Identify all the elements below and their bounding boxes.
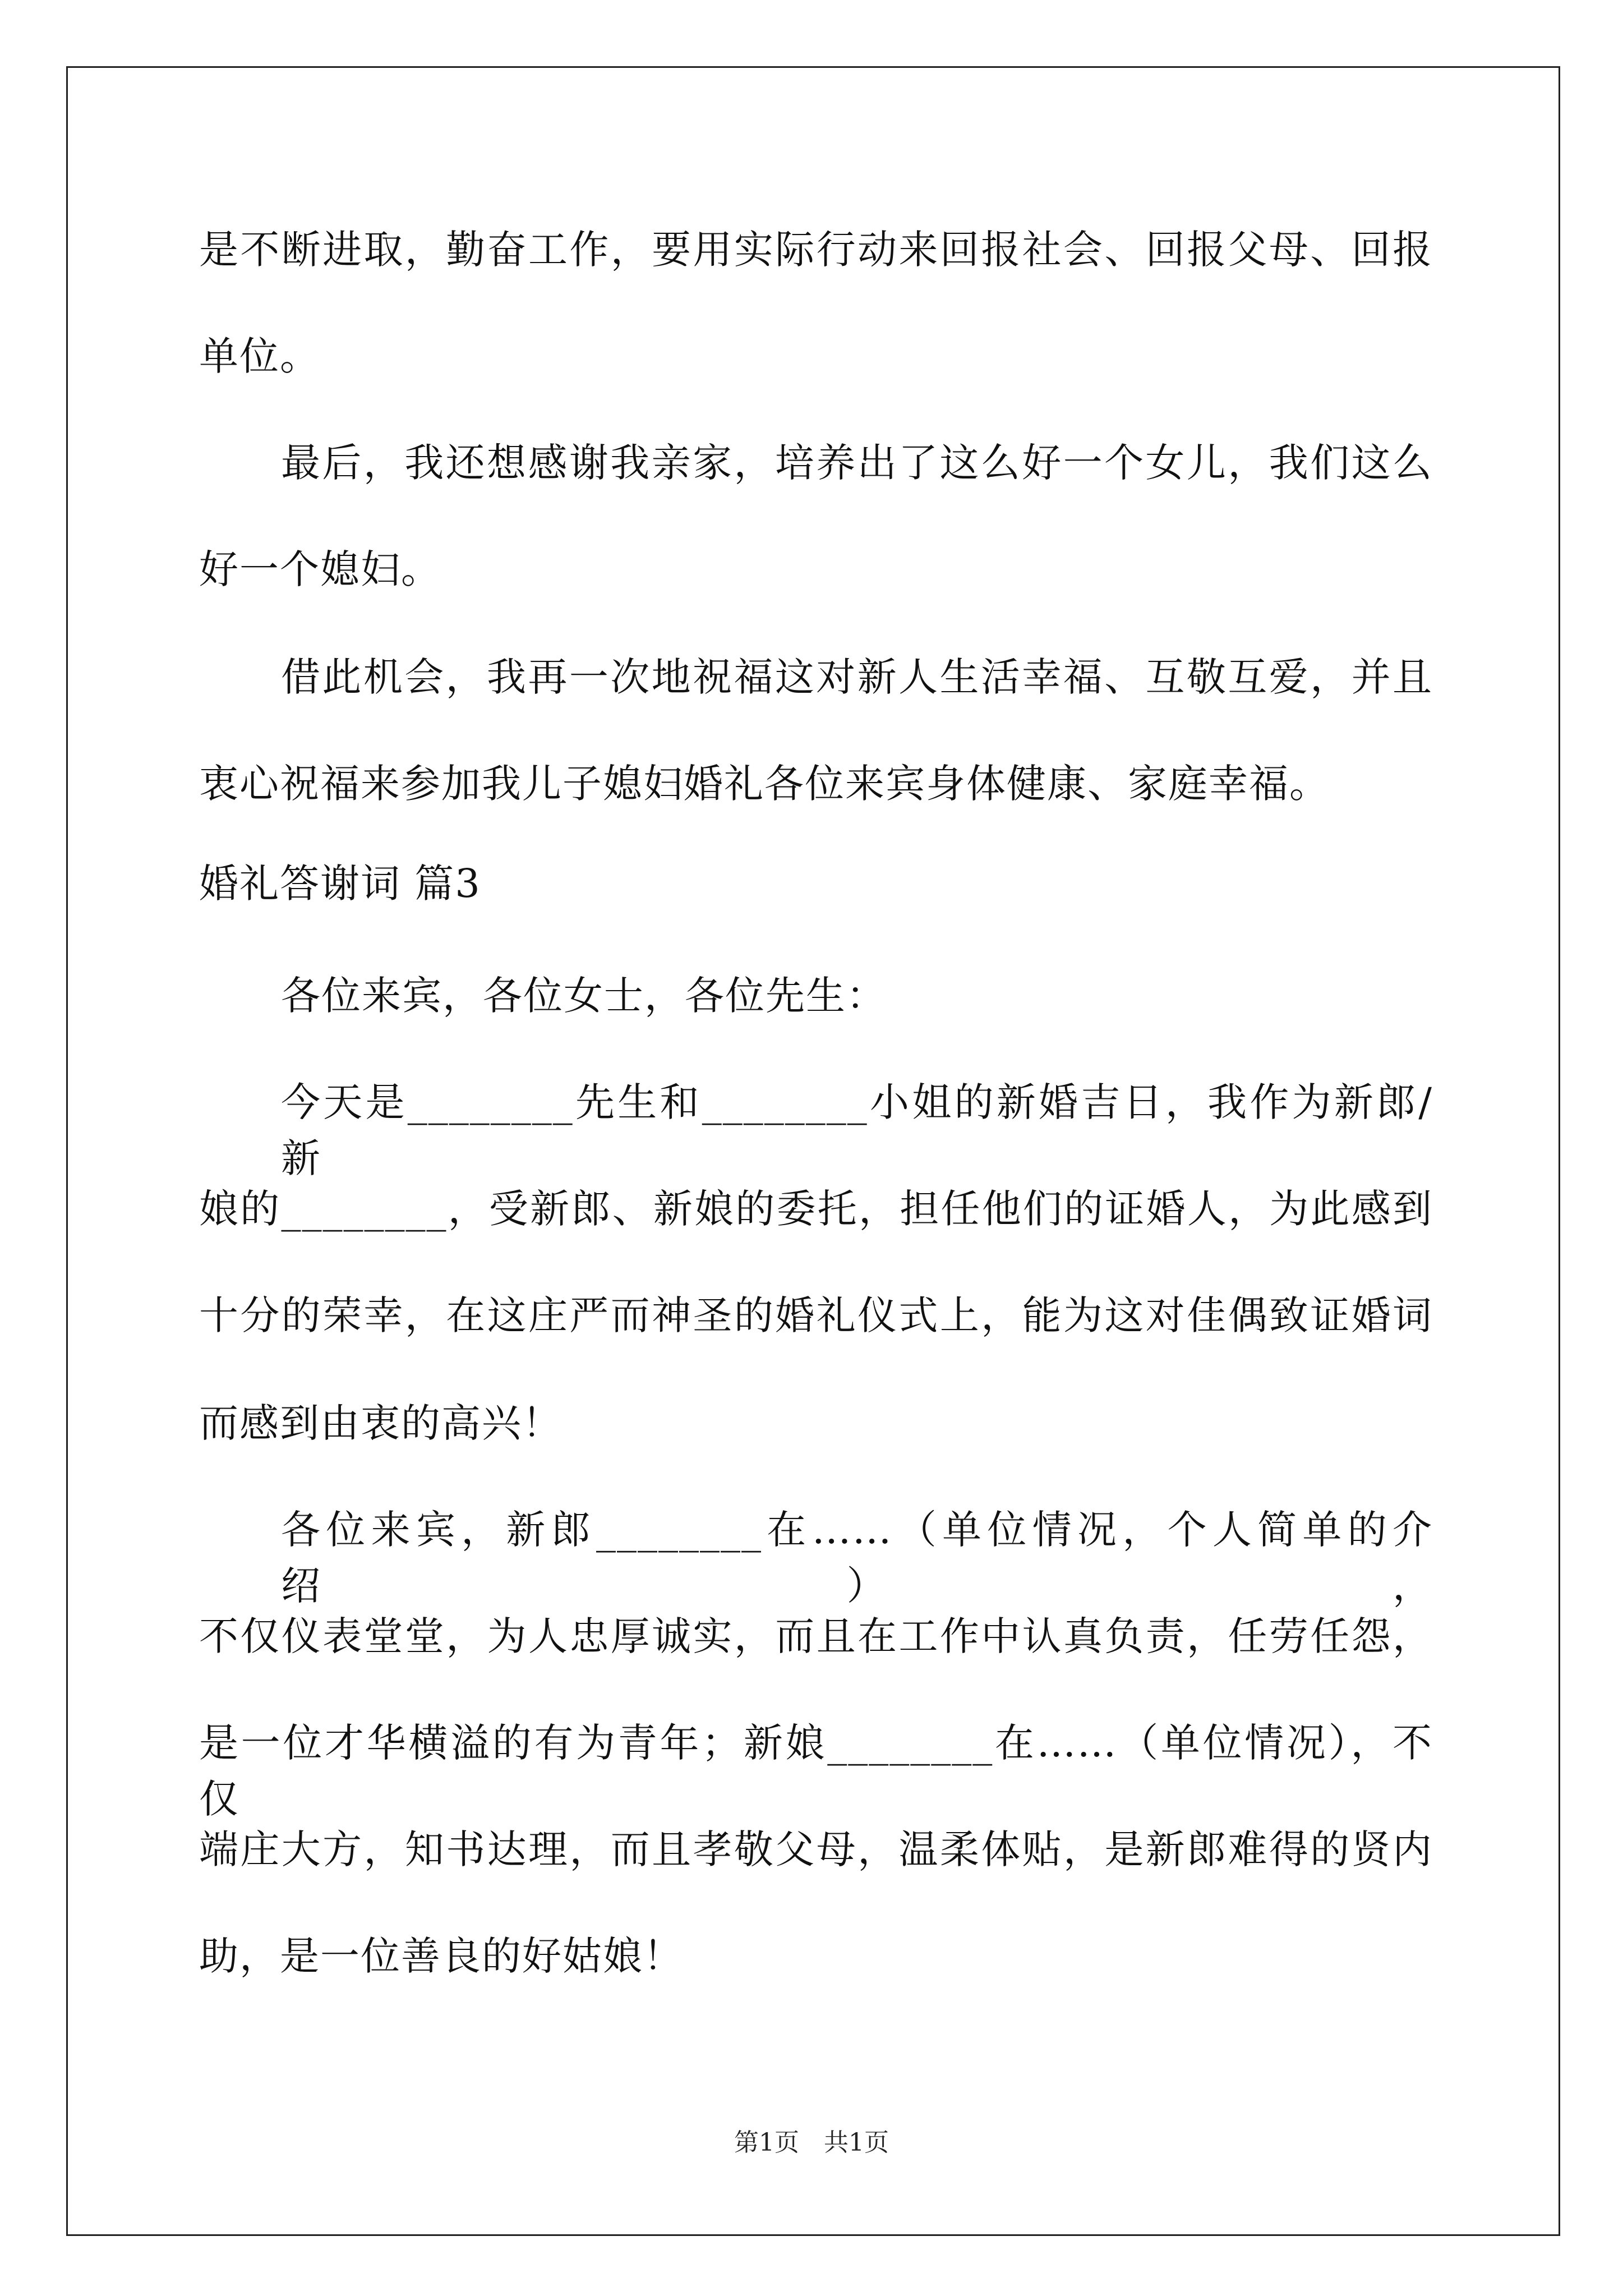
text-line: 是不断进取，勤奋工作，要用实际行动来回报社会、回报父母、回报 [199,227,1433,273]
text-line: 各位来宾，新郎________在……（单位情况，个人简单的介绍）， [281,1507,1433,1609]
page-footer: 第1页 共1页 [734,2128,889,2157]
text-line: 助，是一位善良的好姑娘！ [199,1933,684,1979]
text-line: 是一位才华横溢的有为青年；新娘________在……（单位情况），不仅 [199,1720,1433,1822]
text-line: 端庄大方，知书达理，而且孝敬父母，温柔体贴，是新郎难得的贤内 [199,1826,1433,1872]
text-line: 单位。 [199,333,320,379]
section-heading: 婚礼答谢词 篇3 [199,861,481,907]
text-line: 而感到由衷的高兴！ [199,1400,562,1446]
text-line: 衷心祝福来参加我儿子媳妇婚礼各位来宾身体健康、家庭幸福。 [199,761,1330,807]
text-line: 娘的________，受新郎、新娘的委托，担任他们的证婚人，为此感到 [199,1186,1433,1232]
text-line: 今天是________先生和________小姐的新婚吉日，我作为新郎/新 [281,1079,1433,1181]
text-line: 最后，我还想感谢我亲家，培养出了这么好一个女儿，我们这么 [281,440,1433,486]
text-line: 不仅仪表堂堂，为人忠厚诚实，而且在工作中认真负责，任劳任怨， [199,1613,1433,1659]
text-line: 各位来宾，各位女士，各位先生： [281,973,887,1019]
text-line: 好一个媳妇。 [199,546,441,592]
text-line: 十分的荣幸，在这庄严而神圣的婚礼仪式上，能为这对佳偶致证婚词 [199,1292,1433,1338]
text-line: 借此机会，我再一次地祝福这对新人生活幸福、互敬互爱，并且 [281,654,1433,700]
